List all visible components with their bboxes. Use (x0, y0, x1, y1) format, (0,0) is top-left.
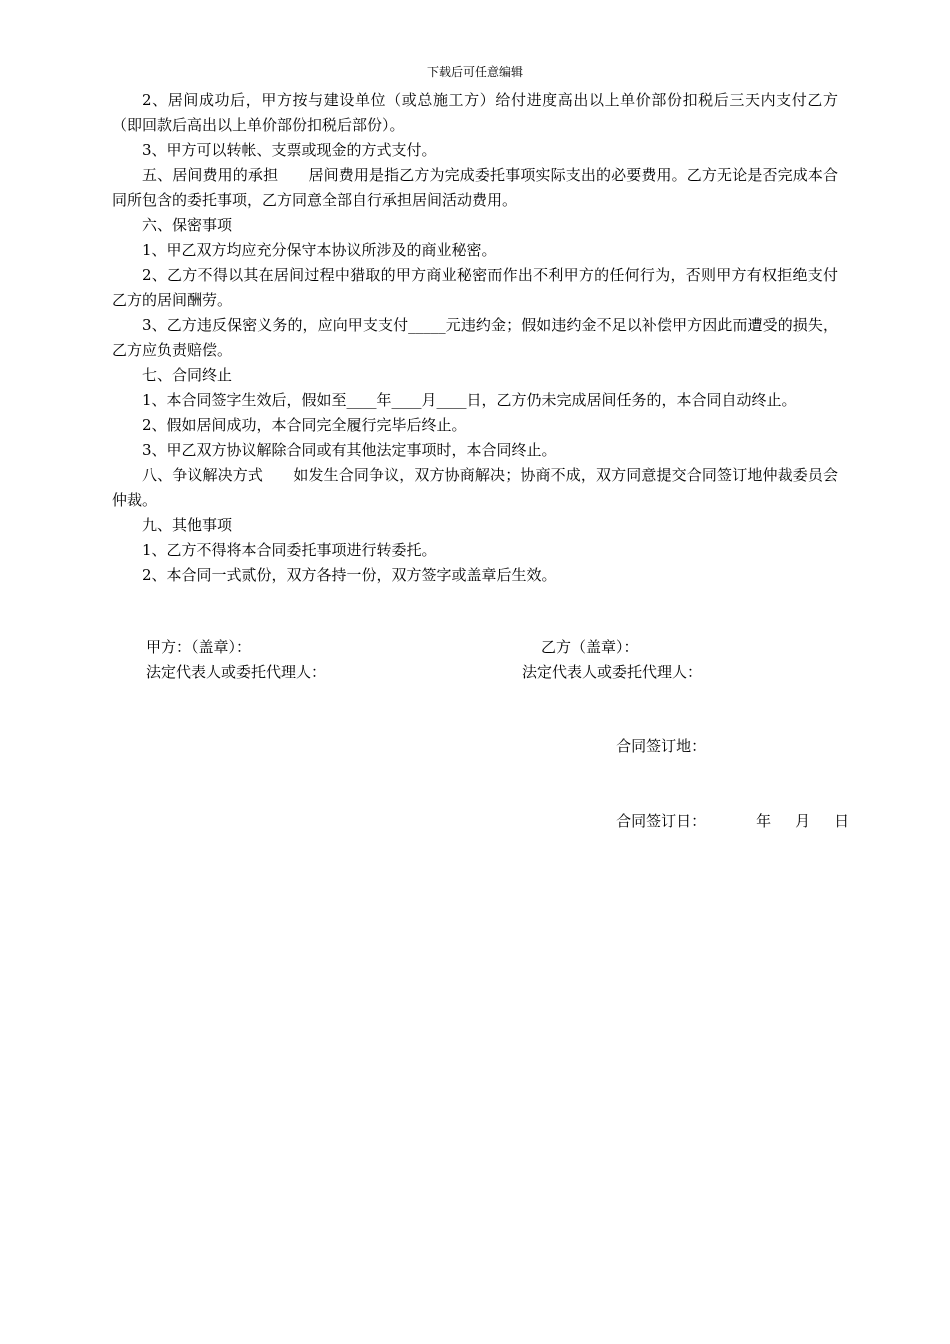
clause-expense-bearing: 五、居间费用的承担 居间费用是指乙方为完成委托事项实际支出的必要费用。乙方无论是否完成本合同所包含的委托事项，乙方同意全部自行承担居间活动费用。 (112, 166, 838, 209)
month-label: 月 (795, 812, 811, 830)
signing-place-label: 合同签订地： (616, 737, 707, 755)
party-b-seal-label: 乙方（盖章）： (541, 638, 639, 656)
clause-termination-1: 1、本合同签字生效后，假如至____年____月____日，乙方仍未完成居间任务的，本合同自动终止。 (142, 391, 797, 409)
clause-payment-timing: 2、居间成功后，甲方按与建设单位（或总施工方）给付进度高出以上单价部份扣税后三天内支付乙方（即回款后高出以上单价部份扣税后部份）。 (112, 91, 838, 134)
contract-body (112, 88, 838, 588)
signing-date-row (597, 784, 849, 859)
party-a-seal-label: 甲方：（盖章）： (146, 638, 252, 656)
section-heading-confidentiality: 六、保密事项 (142, 216, 233, 234)
clause-other-2: 2、本合同一式贰份，双方各持一份，双方签字或盖章后生效。 (142, 566, 557, 584)
signing-date-label: 合同签订日： (616, 812, 707, 830)
party-a-representative-label: 法定代表人或委托代理人： (146, 663, 327, 681)
header-note: 下载后可任意编辑 (426, 65, 523, 79)
year-label: 年 (756, 812, 772, 830)
clause-termination-3: 3、甲乙双方协议解除合同或有其他法定事项时，本合同终止。 (142, 441, 557, 459)
clause-confidentiality-1: 1、甲乙双方均应充分保守本协议所涉及的商业秘密。 (142, 241, 497, 259)
clause-dispute-resolution: 八、争议解决方式 如发生合同争议，双方协商解决；协商不成，双方同意提交合同签订地仲裁委员会仲裁。 (112, 466, 838, 509)
clause-confidentiality-3: 3、乙方违反保密义务的，应向甲支支付_____元违约金；假如违约金不足以补偿甲方因此而遭受的损失，乙方应负责赔偿。 (112, 316, 838, 359)
signing-info (597, 709, 849, 859)
day-label: 日 (834, 812, 850, 830)
section-heading-other: 九、其他事项 (142, 516, 233, 534)
clause-other-1: 1、乙方不得将本合同委托事项进行转委托。 (142, 541, 437, 559)
clause-confidentiality-2: 2、乙方不得以其在居间过程中猎取的甲方商业秘密而作出不利甲方的任何行为，否则甲方有权拒绝支付乙方的居间酬劳。 (112, 266, 838, 309)
clause-termination-2: 2、假如居间成功，本合同完全履行完毕后终止。 (142, 416, 467, 434)
section-heading-termination: 七、合同终止 (142, 366, 233, 384)
party-b-representative-label: 法定代表人或委托代理人： (522, 663, 703, 681)
signing-place-row (597, 709, 849, 784)
clause-payment-method: 3、甲方可以转帐、支票或现金的方式支付。 (142, 141, 437, 159)
